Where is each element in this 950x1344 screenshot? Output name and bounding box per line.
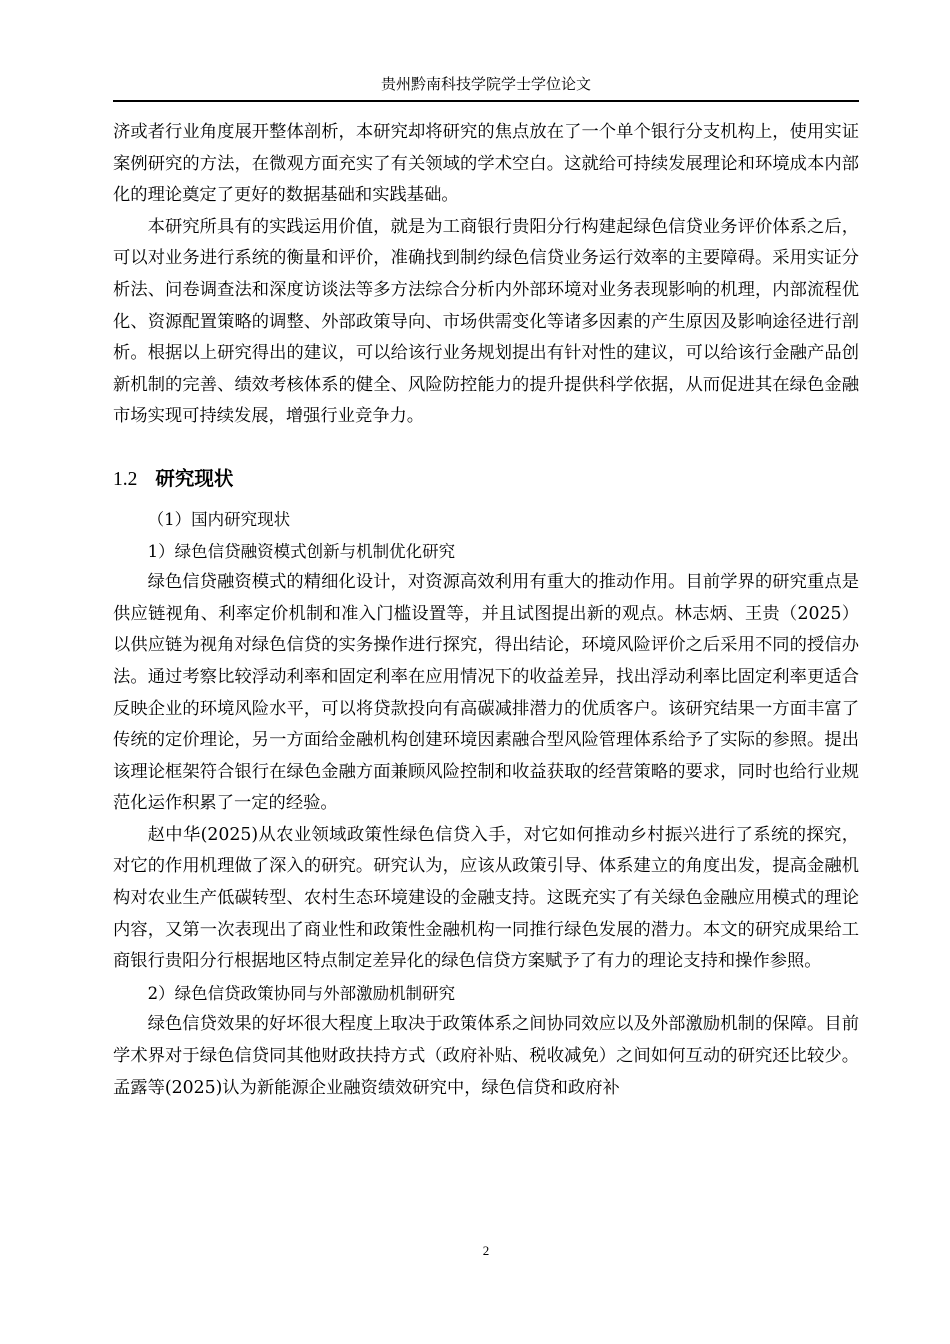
body-text [113, 117, 859, 1104]
paragraph-zhao-study: 赵中华(2025)从农业领域政策性绿色信贷入手，对它如何推动乡村振兴进行了系统的探究，对它的作用机理做了深入的研究。研究认为，应该从政策引导、体系建立的角度出发，提高金融机构对农业生产低碳转型、农村生态环境建设的金融支持。这既充实了有关绿色金融应用模式的理论内容，又第一次表现出了商业性和政策性金融机构一同推行绿色发展的潜力。本文的研究成果给工商银行贵阳分行根据地区特点制定差异化的绿色信贷方案赋予了有力的理论支持和操作参照。 [113, 824, 859, 972]
paragraph-continued: 济或者行业角度展开整体剖析，本研究却将研究的焦点放在了一个单个银行分支机构上，使用实证案例研究的方法，在微观方面充实了有关领域的学术空白。这就给可持续发展理论和环境成本内部化的理论奠定了更好的数据基础和实践基础。 [113, 122, 859, 206]
subheading-item-1: 1）绿色信贷融资模式创新与机制优化研究 [147, 541, 456, 561]
section-heading [113, 463, 859, 496]
paragraph-policy-synergy: 绿色信贷效果的好坏很大程度上取决于政策体系之间协同效应以及外部激励机制的保障。目前学术界对于绿色信贷同其他财政扶持方式（政府补贴、税收减免）之间如何互动的研究还比较少。孟露等(2025)认为新能源企业融资绩效研究中，绿色信贷和政府补 [113, 1014, 859, 1098]
section-title: 研究现状 [155, 466, 234, 490]
page-number: 2 [482, 1243, 490, 1258]
paragraph-financing-model: 绿色信贷融资模式的精细化设计，对资源高效利用有重大的推动作用。目前学界的研究重点是供应链视角、利率定价机制和准入门槛设置等，并且试图提出新的观点。林志炳、王贵（2025）以供应链为视角对绿色信贷的实务操作进行探究，得出结论，环境风险评价之后采用不同的授信办法。通过考察比较浮动利率和固定利率在应用情况下的收益差异，找出浮动利率比固定利率更适合反映企业的环境风险水平，可以将贷款投向有高碳减排潜力的优质客户。该研究结果一方面丰富了传统的定价理论，另一方面给金融机构创建环境因素融合型风险管理体系给予了实际的参照。提出该理论框架符合银行在绿色金融方面兼顾风险控制和收益获取的经营策略的要求，同时也给行业规范化运作积累了一定的经验。 [113, 572, 859, 814]
running-header: 贵州黔南科技学院学士学位论文 [380, 75, 591, 93]
subheading-domestic: （1）国内研究现状 [147, 509, 291, 529]
header-rule [113, 100, 859, 102]
paragraph-practical-value: 本研究所具有的实践运用价值，就是为工商银行贵阳分行构建起绿色信贷业务评价体系之后，可以对业务进行系统的衡量和评价，准确找到制约绿色信贷业务运行效率的主要障碍。采用实证分析法、问卷调查法和深度访谈法等多方法综合分析内外部环境对业务表现影响的机理，内部流程优化、资源配置策略的调整、外部政策导向、市场供需变化等诸多因素的产生原因及影响途径进行剖析。根据以上研究得出的建议，可以给该行业务规划提出有针对性的建议，可以给该行金融产品创新机制的完善、绩效考核体系的健全、风险防控能力的提升提供科学依据，从而促进其在绿色金融市场实现可持续发展，增强行业竞争力。 [113, 216, 859, 427]
section-number: 1.2 [113, 468, 138, 490]
subheading-item-2: 2）绿色信贷政策协同与外部激励机制研究 [147, 983, 456, 1003]
